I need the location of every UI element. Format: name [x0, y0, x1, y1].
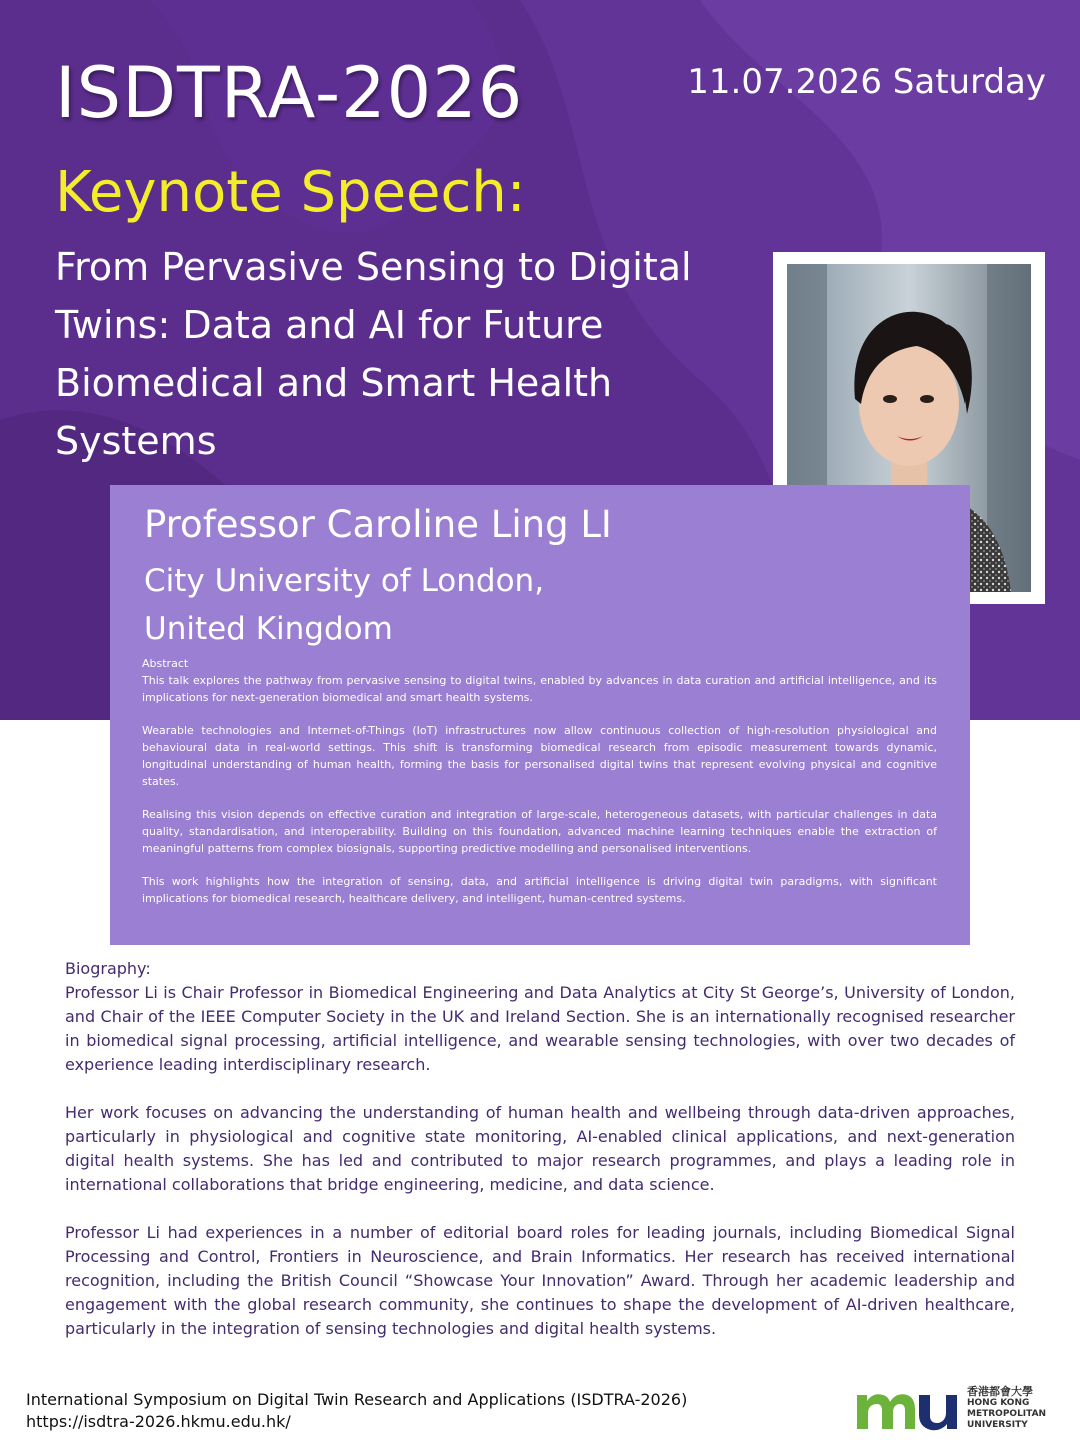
logo-english-line-2: METROPOLITAN — [967, 1409, 1047, 1419]
talk-title: From Pervasive Sensing to Digital Twins: Data and AI for Future Biomedical and Smart Health Systems — [55, 245, 692, 463]
biography-paragraph: Her work focuses on advancing the understanding of human health and wellbeing through data-driven approaches, particularly in physiological and cognitive state monitoring, AI-enabled clinical applications, and next-generation digital health systems. She has led and contributed to major research programmes, and plays a leading role in international collaborations that bridge engineering, medicine, and data science. — [65, 1103, 1015, 1194]
abstract-paragraph: This work highlights how the integration of sensing, data, and artificial intelligence is driving digital twin paradigms, with significant implications for biomedical research, healthcare delivery, and intelligent, human-centred systems. — [142, 875, 937, 905]
logo-english-line-1: HONG KONG — [967, 1398, 1030, 1408]
keynote-label: Keynote Speech: — [55, 160, 526, 225]
affiliation-line-1: City University of London, — [144, 563, 545, 599]
symposium-name: International Symposium on Digital Twin Research and Applications (ISDTRA-2026) — [26, 1390, 688, 1409]
hkmu-logo-text — [967, 1385, 1046, 1431]
abstract-section — [142, 655, 937, 923]
abstract-heading: Abstract — [142, 657, 189, 670]
speaker-panel — [110, 485, 970, 945]
affiliation-line-2: United Kingdom — [144, 611, 393, 647]
logo-chinese-name: 香港都會大學 — [967, 1385, 1033, 1398]
abstract-paragraph: Realising this vision depends on effective curation and integration of large-scale, heterogeneous datasets, with particular challenges in data quality, standardisation, and interoperability. Building on this foundation, advanced machine learning techniques enable the extraction of meaningful patterns from complex biosignals, supporting predictive modelling and personalised interventions. — [142, 808, 937, 855]
event-date: 11.07.2026 Saturday — [687, 62, 1046, 102]
footer — [26, 1389, 687, 1433]
abstract-paragraph: This talk explores the pathway from pervasive sensing to digital twins, enabled by advances in data curation and artificial intelligence, and its implications for next-generation biomedical and smart health systems. — [142, 674, 937, 704]
conference-title: ISDTRA-2026 — [55, 52, 524, 134]
biography-section — [65, 957, 1015, 1365]
speaker-name: Professor Caroline Ling LI — [144, 503, 612, 546]
hkmu-logo-mark — [855, 1383, 965, 1433]
biography-paragraph: Professor Li had experiences in a number of editorial board roles for leading journals, including Biomedical Signal Processing and Control, Frontiers in Neuroscience, and Brain Informatics. Her research has received international recognition, including the British Council “Showcase Your Innovation” Award. Through her academic leadership and engagement with the global research community, she continues to shape the development of AI-driven healthcare, particularly in the integration of sensing technologies and digital health systems. — [65, 1223, 1015, 1338]
hkmu-logo — [855, 1383, 1055, 1433]
speaker-affiliation — [144, 557, 544, 653]
abstract-paragraph: Wearable technologies and Internet-of-Things (IoT) infrastructures now allow continuous collection of high-resolution physiological and behavioural data in real-world settings. This shift is transforming biomedical research from episodic measurement towards dynamic, longitudinal understanding of human health, forming the basis for personalised digital twins that represent evolving physical and cognitive states. — [142, 724, 937, 788]
symposium-url[interactable]: https://isdtra-2026.hkmu.edu.hk/ — [26, 1412, 291, 1431]
biography-heading: Biography: — [65, 959, 151, 978]
biography-paragraph: Professor Li is Chair Professor in Biomedical Engineering and Data Analytics at City St George’s, University of London, and Chair of the IEEE Computer Society in the UK and Ireland Section. She is an internationally recognised researcher in biomedical signal processing, artificial intelligence, and wearable sensing technologies, with over two decades of experience leading interdisciplinary research. — [65, 983, 1015, 1074]
logo-english-line-3: UNIVERSITY — [967, 1420, 1028, 1430]
